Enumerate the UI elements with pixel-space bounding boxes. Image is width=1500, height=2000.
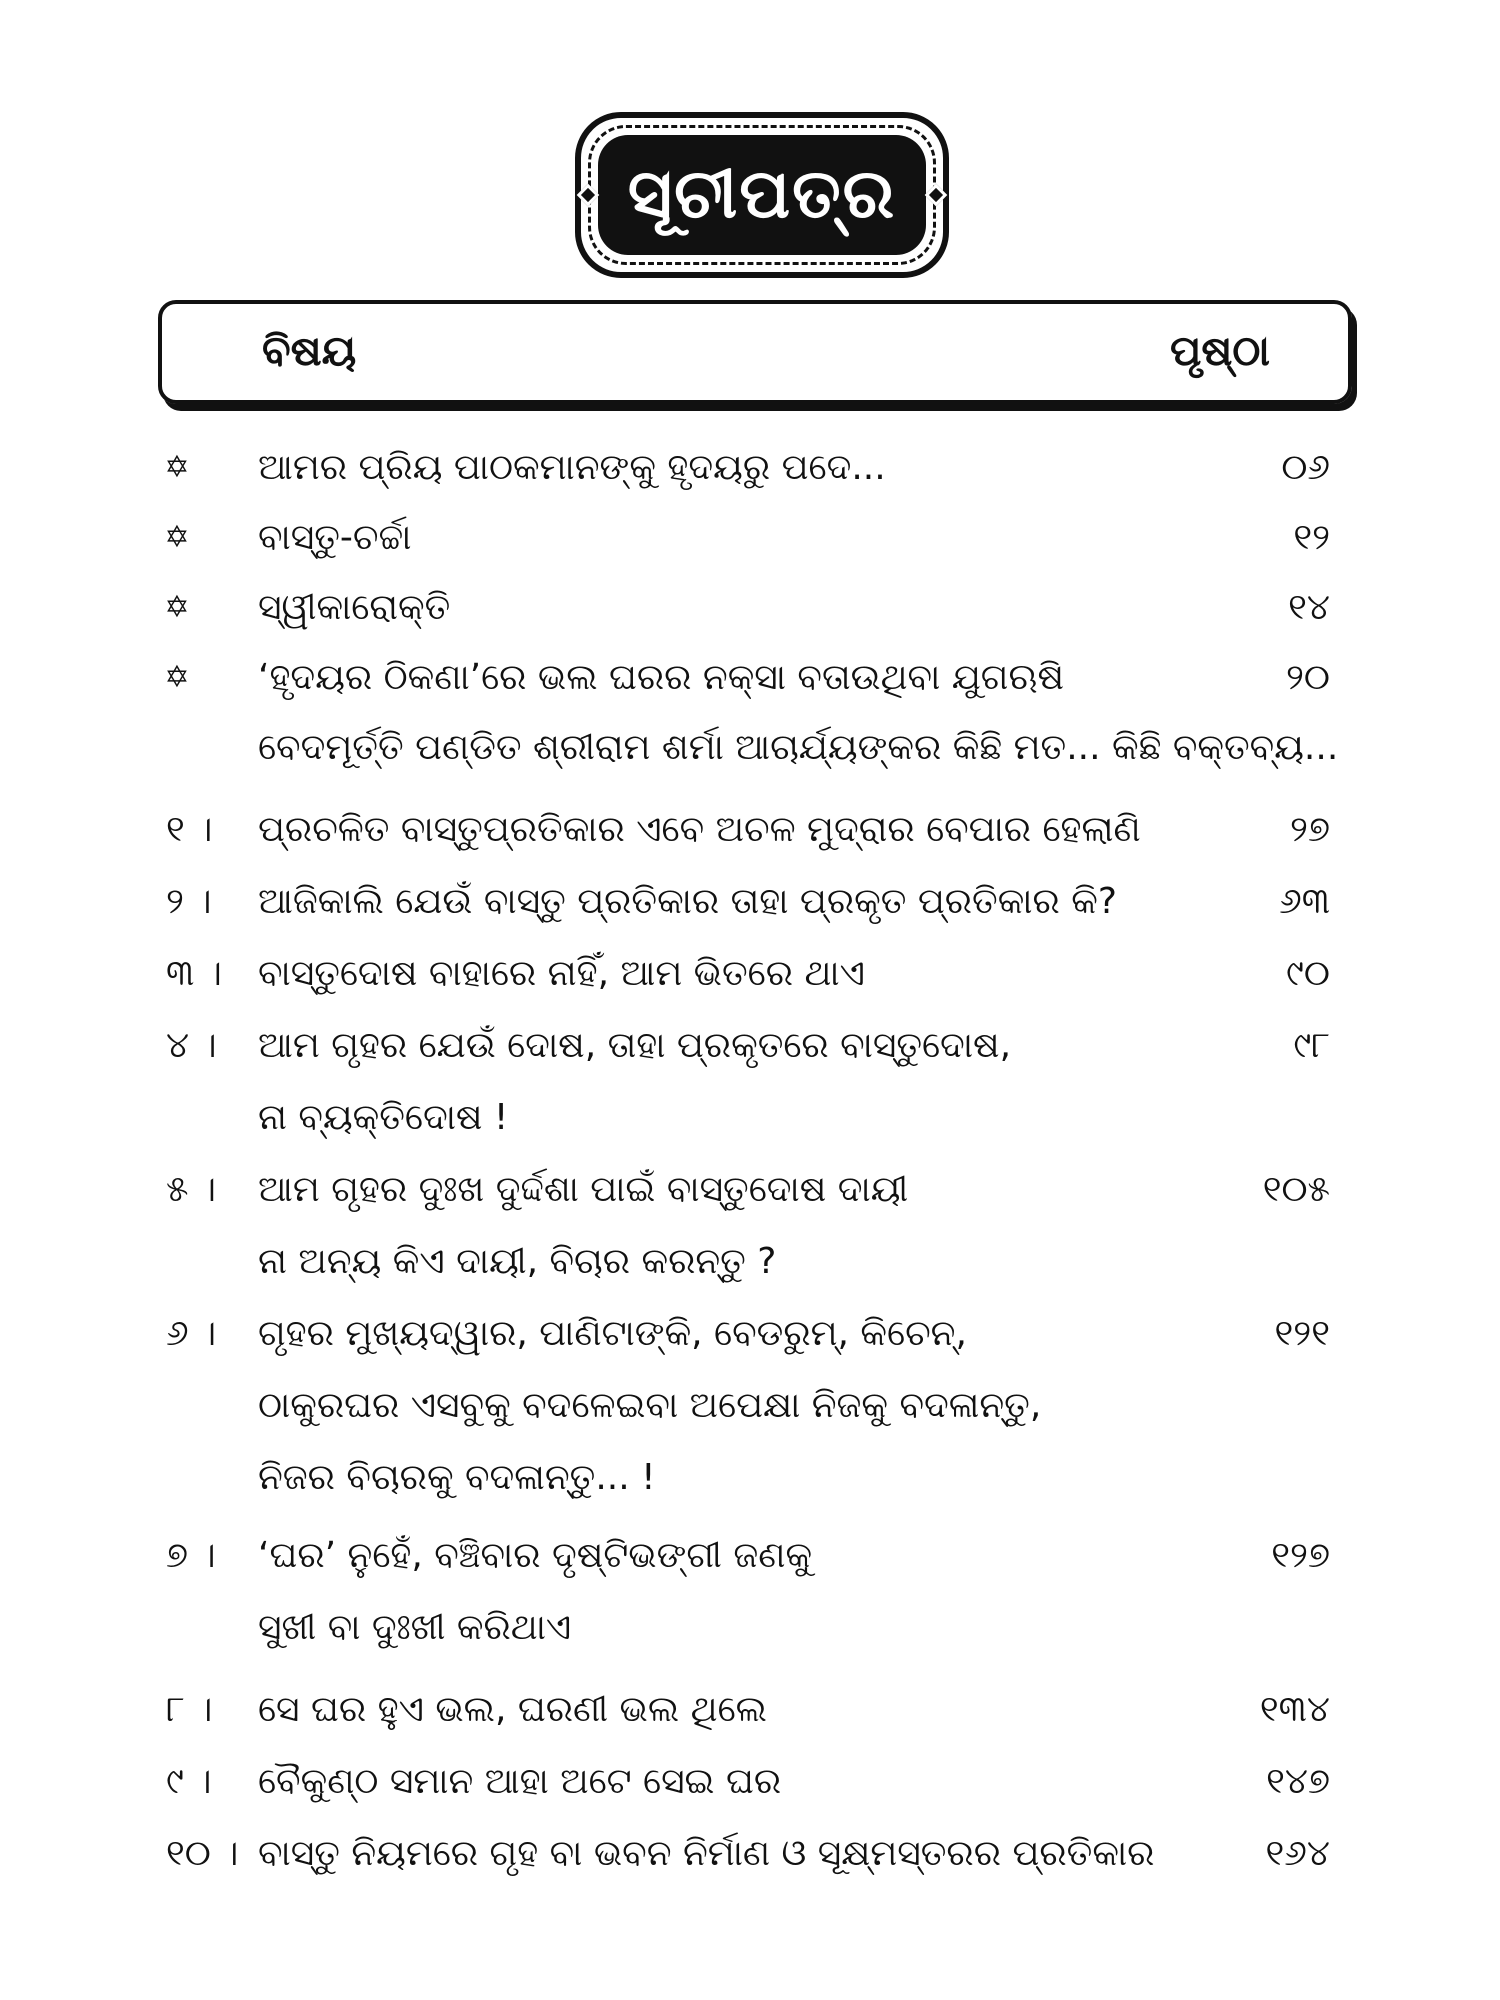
- toc-entry: [0, 508, 1500, 568]
- entry-page: ୨୭: [1290, 809, 1330, 850]
- entry-title-continuation: ଠାକୁରଘର ଏସବୁକୁ ବଦଳେଇବା ଅପେକ୍ଷା ନିଜକୁ ବଦଳାନ୍ତୁ,: [258, 1385, 1042, 1426]
- entry-page: ୦୬: [1281, 447, 1330, 488]
- entry-page: ୯୦: [1286, 953, 1330, 994]
- entry-number: ୪ ।: [166, 1025, 217, 1066]
- toc-entry: [0, 1160, 1500, 1220]
- entry-title: ଆମ ଗୃହର ଯେଉଁ ଦୋଷ, ତାହା ପ୍ରକୃତରେ ବାସ୍ତୁଦୋଷ,: [258, 1025, 1012, 1066]
- entry-number: ୮ ।: [166, 1689, 213, 1730]
- entry-page: ୧୪୭: [1266, 1761, 1330, 1802]
- entry-title: ବାସ୍ତୁ ନିୟମରେ ଗୃହ ବା ଭବନ ନିର୍ମାଣ ଓ ସୂକ୍ଷ୍ମସ୍ତରର ପ୍ରତିକାର: [258, 1833, 1155, 1874]
- entry-number: ୭ ।: [166, 1535, 216, 1576]
- page-column-label: ପୃଷ୍ଠା: [1169, 326, 1270, 375]
- toc-entry-continuation: [0, 1376, 1500, 1436]
- entry-number: ୧ ।: [166, 809, 213, 850]
- entry-title: ଗୃହର ମୁଖ୍ୟଦ୍ୱାର, ପାଣିଟାଙ୍କି, ବେଡରୁମ୍, କିଚେନ୍,: [258, 1313, 967, 1354]
- toc-entry-continuation: [0, 1448, 1500, 1508]
- star-bullet-icon: ✡: [164, 590, 190, 625]
- entry-page: ୨୦: [1286, 657, 1330, 698]
- entry-title: ବାସ୍ତୁଦୋଷ ବାହାରେ ନାହିଁ, ଆମ ଭିତରେ ଥାଏ: [258, 953, 865, 994]
- toc-entry: [0, 800, 1500, 860]
- star-bullet-icon: ✡: [164, 660, 190, 695]
- toc-entry: [0, 438, 1500, 498]
- subject-column-label: ବିଷୟ: [262, 326, 357, 375]
- entry-page: ୧୦୫: [1262, 1169, 1330, 1210]
- entry-title: ‘ଘର’ ନୁହେଁ, ବଞ୍ଚିବାର ଦୃଷ୍ଟିଭଙ୍ଗୀ ଜଣକୁ: [258, 1535, 813, 1576]
- toc-entry: [0, 1752, 1500, 1812]
- entry-title: ଆଜିକାଲି ଯେଉଁ ବାସ୍ତୁ ପ୍ରତିକାର ତାହା ପ୍ରକୃତ ପ୍ରତିକାର କି?: [258, 881, 1117, 922]
- entry-title-continuation: ନା ବ୍ୟକ୍ତିଦୋଷ !: [258, 1097, 509, 1138]
- entry-page: ୧୬୪: [1265, 1833, 1330, 1874]
- entry-number: ୬ ।: [166, 1313, 217, 1354]
- entry-title: ‘ହୃଦୟର ଠିକଣା’ରେ ଭଲ ଘରର ନକ୍ସା ବତାଉଥିବା ଯୁଗଋଷି: [258, 657, 1065, 698]
- entry-title: ଆମ ଗୃହର ଦୁଃଖ ଦୁର୍ଦ୍ଦଶା ପାଇଁ ବାସ୍ତୁଦୋଷ ଦାୟୀ: [258, 1169, 909, 1210]
- entry-title-continuation: ନା ଅନ୍ୟ କିଏ ଦାୟୀ, ବିଚାର କରନ୍ତୁ ?: [258, 1241, 777, 1282]
- entry-page: ୯୮: [1293, 1025, 1330, 1066]
- entry-title: ପ୍ରଚଳିତ ବାସ୍ତୁପ୍ରତିକାର ଏବେ ଅଚଳ ମୁଦ୍ରାର ବେପାର ହେଲାଣି: [258, 809, 1141, 850]
- entry-title: ବୈକୁଣ୍ଠ ସମାନ ଆହା ଅଟେ ସେଇ ଘର: [258, 1761, 782, 1802]
- toc-entry-continuation: [0, 1232, 1500, 1292]
- entry-title: ଆମର ପ୍ରିୟ ପାଠକମାନଙ୍କୁ ହୃଦୟରୁ ପଦେ...: [258, 447, 886, 488]
- entry-page: ୧୨: [1293, 517, 1330, 558]
- toc-entry: [0, 1526, 1500, 1586]
- entry-number: ୨ ।: [166, 881, 212, 922]
- entry-page: ୧୨୭: [1271, 1535, 1330, 1576]
- entry-page: ୧୩୪: [1259, 1689, 1330, 1730]
- entry-page: ୧୨୧: [1274, 1313, 1330, 1354]
- entry-title-continuation: ନିଜର ବିଚାରକୁ ବଦଳାନ୍ତୁ... !: [258, 1457, 656, 1498]
- toc-entry-continuation: [0, 1598, 1500, 1658]
- entry-number: ୫ ।: [166, 1169, 217, 1210]
- entry-number: ୧୦ ।: [166, 1833, 239, 1874]
- entry-title-continuation: ବେଦମୂର୍ତ୍ତି ପଣ୍ଡିତ ଶ୍ରୀରାମ ଶର୍ମା ଆଚାର୍ଯ୍ୟଙ୍କର କିଛି ମତ... କିଛି ବକ୍ତବ୍ୟ...: [258, 727, 1339, 768]
- entry-title: ସେ ଘର ହୁଏ ଭଲ, ଘରଣୀ ଭଲ ଥିଲେ: [258, 1689, 767, 1730]
- toc-entry: [0, 944, 1500, 1004]
- entry-page: ୬୩: [1279, 881, 1330, 922]
- star-bullet-icon: ✡: [164, 520, 190, 555]
- page-title: ସୂଚୀପତ୍ର: [627, 155, 897, 234]
- toc-entry-continuation: [0, 1088, 1500, 1148]
- entry-number: ୯ ।: [166, 1761, 212, 1802]
- toc-entry-continuation: [0, 718, 1500, 778]
- entry-title-continuation: ସୁଖୀ ବା ଦୁଃଖୀ କରିଥାଏ: [258, 1607, 572, 1648]
- toc-entry: [0, 1304, 1500, 1364]
- entry-title: ସ୍ୱୀକାରୋକ୍ତି: [258, 587, 451, 628]
- toc-entry: [0, 1824, 1500, 1884]
- star-bullet-icon: ✡: [164, 450, 190, 485]
- toc-entry: [0, 1016, 1500, 1076]
- entry-title: ବାସ୍ତୁ-ଚର୍ଚ୍ଚା: [258, 517, 412, 558]
- toc-entry: [0, 578, 1500, 638]
- entry-page: ୧୪: [1288, 587, 1330, 628]
- toc-entry: [0, 648, 1500, 708]
- entry-number: ୩ ।: [166, 953, 222, 994]
- toc-entry: [0, 1680, 1500, 1740]
- toc-entry: [0, 872, 1500, 932]
